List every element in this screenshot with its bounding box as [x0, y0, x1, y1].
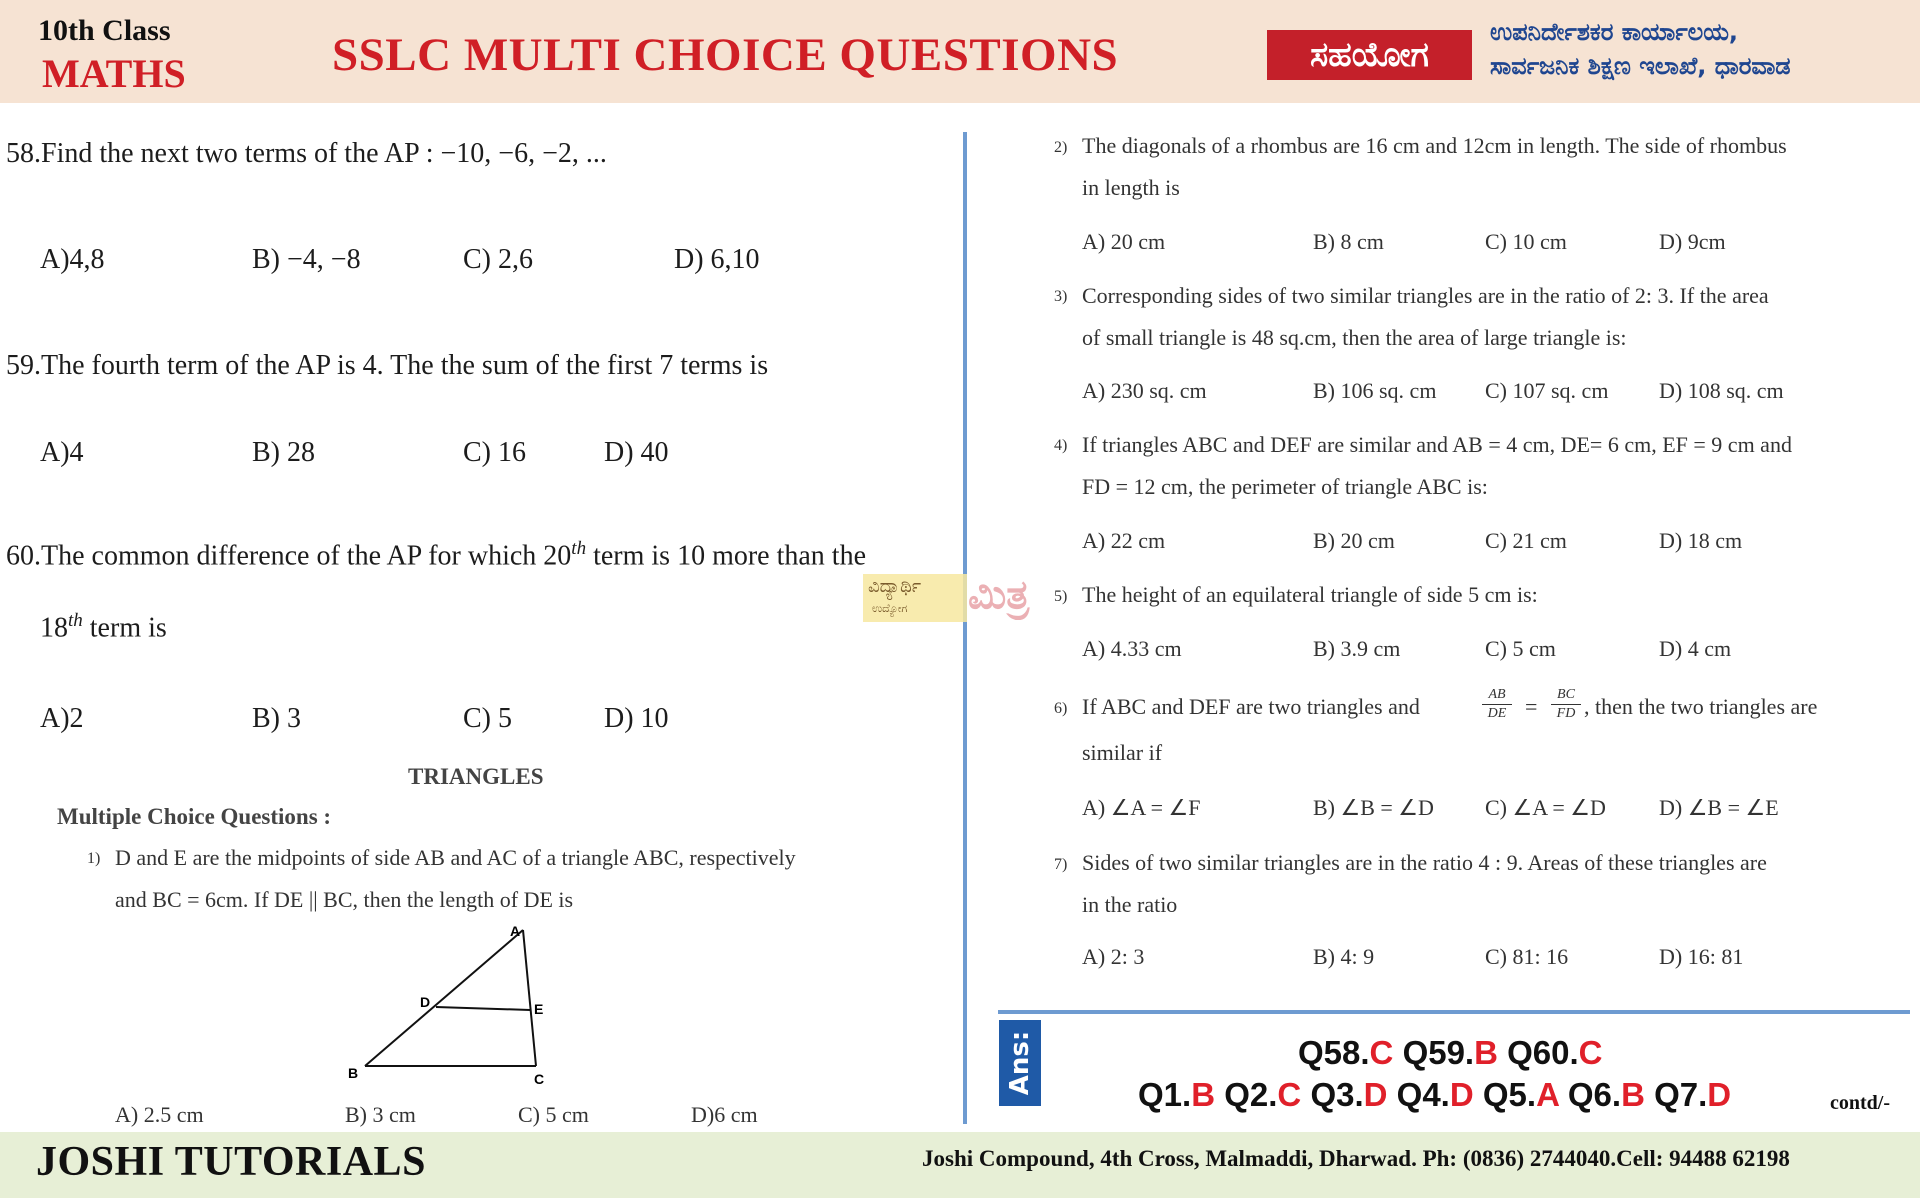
q5-text-line1: The height of an equilateral triangle of side 5 cm is: [1082, 582, 1538, 607]
answer-q4: Q4.D [1396, 1076, 1474, 1113]
midpoint-segment-de [436, 1007, 530, 1010]
watermark-subtext: ಉದ್ಯೋಗ [872, 602, 908, 615]
question-58-text: 58.Find the next two terms of the AP : −10, −6, −2, ... [6, 138, 607, 169]
q5-option-c: C) 5 cm [1485, 636, 1556, 661]
q2-option-d: D) 9cm [1659, 229, 1726, 254]
q6-option-a: A) ∠A = ∠F [1082, 795, 1201, 820]
t1-option-d: D)6 cm [691, 1102, 758, 1127]
q5-option-b: B) 3.9 cm [1313, 636, 1401, 661]
q60-option-b: B) 3 [252, 703, 301, 734]
q6-fraction-2 [1551, 686, 1581, 723]
q4-option-a: A) 22 cm [1082, 528, 1166, 553]
q3-option-b: B) 106 sq. cm [1313, 378, 1437, 403]
footer-tutorial-name: JOSHI TUTORIALS [36, 1139, 426, 1185]
q7-option-c: C) 81: 16 [1485, 944, 1569, 969]
q58-option-a: A)4,8 [40, 244, 105, 275]
triangle-side-ab [365, 930, 523, 1066]
answers-row-2 [1138, 1076, 1731, 1114]
answer-q2: Q2.C [1224, 1076, 1302, 1113]
triangle-figure [340, 918, 560, 1088]
answer-q59: Q59.B [1402, 1034, 1498, 1071]
q59-option-b: B) 28 [252, 437, 315, 468]
q59-option-a: A)4 [40, 437, 84, 468]
q58-option-d: D) 6,10 [674, 244, 760, 275]
q3-option-d: D) 108 sq. cm [1659, 378, 1784, 403]
q2-number: 2) [1054, 139, 1068, 156]
fraction-2-denominator: FD [1556, 706, 1576, 721]
q5-option-a: A) 4.33 cm [1082, 636, 1182, 661]
q6-text-start: If ABC and DEF are two triangles and [1082, 694, 1420, 719]
vertex-label-e: E [534, 1001, 544, 1017]
q4-number: 4) [1054, 437, 1068, 454]
q2-option-c: C) 10 cm [1485, 229, 1567, 254]
answer-q7: Q7.D [1654, 1076, 1732, 1113]
q6-text-line2: similar if [1082, 740, 1163, 765]
answer-q1: Q1.B [1138, 1076, 1216, 1113]
footer-address: Joshi Compound, 4th Cross, Malmaddi, Dharwad. Ph: (0836) 2744040.Cell: 94488 62198 [922, 1146, 1790, 1171]
t1-number: 1) [87, 850, 101, 867]
answer-q58: Q58.C [1298, 1034, 1394, 1071]
t1-question-line2: and BC = 6cm. If DE || BC, then the length of DE is [115, 887, 574, 912]
t1-option-c: C) 5 cm [518, 1102, 589, 1127]
q3-option-a: A) 230 sq. cm [1082, 378, 1207, 403]
q60-option-d: D) 10 [604, 703, 669, 734]
q60-option-a: A)2 [40, 703, 84, 734]
q7-option-d: D) 16: 81 [1659, 944, 1744, 969]
q4-option-c: C) 21 cm [1485, 528, 1567, 553]
q4-text-line1: If triangles ABC and DEF are similar and AB = 4 cm, DE= 6 cm, EF = 9 cm and [1082, 432, 1792, 457]
q59-option-c: C) 16 [463, 437, 526, 468]
q2-option-a: A) 20 cm [1082, 229, 1166, 254]
vertex-label-a: A [510, 923, 521, 939]
question-60-text-line2: 18th term is [40, 610, 167, 644]
q7-option-a: A) 2: 3 [1082, 944, 1145, 969]
q6-number: 6) [1054, 700, 1068, 717]
sahayoga-logo: ಸಹಯೋಗ [1267, 30, 1472, 80]
q3-text-line1: Corresponding sides of two similar triangles are in the ratio of 2: 3. If the area [1082, 283, 1769, 308]
vertex-label-b: B [348, 1065, 359, 1081]
q6-option-d: D) ∠B = ∠E [1659, 795, 1779, 820]
answer-q6: Q6.B [1567, 1076, 1645, 1113]
column-divider [963, 132, 967, 1124]
vertex-label-d: D [420, 994, 431, 1010]
q6-option-c: C) ∠A = ∠D [1485, 795, 1606, 820]
q6-text-end: , then the two triangles are [1584, 694, 1818, 719]
q3-number: 3) [1054, 288, 1068, 305]
answers-divider [998, 1010, 1910, 1014]
fraction-2-numerator: BC [1551, 686, 1581, 705]
q3-text-line2: of small triangle is 48 sq.cm, then the area of large triangle is: [1082, 325, 1627, 350]
q60-option-c: C) 5 [463, 703, 512, 734]
q6-equals: = [1525, 694, 1538, 719]
q2-text-line1: The diagonals of a rhombus are 16 cm and 12cm in length. The side of rhombus [1082, 133, 1787, 158]
question-59-text: 59.The fourth term of the AP is 4. The the sum of the first 7 terms is [6, 350, 769, 381]
watermark-text: ವಿದ್ಯಾರ್ಥಿ [868, 576, 922, 597]
q2-option-b: B) 8 cm [1313, 229, 1384, 254]
q4-option-d: D) 18 cm [1659, 528, 1743, 553]
answers-row-1 [1298, 1034, 1603, 1072]
subject-label: MATHS [42, 51, 186, 96]
fraction-1-denominator: DE [1487, 706, 1507, 721]
office-name-line1: ಉಪನಿರ್ದೇಶಕರ ಕಾರ್ಯಾಲಯ, [1490, 18, 1739, 46]
q7-number: 7) [1054, 856, 1068, 873]
q7-option-b: B) 4: 9 [1313, 944, 1375, 969]
watermark-mitra: ಮಿತ್ರ [968, 572, 1030, 618]
q7-text-line1: Sides of two similar triangles are in the ratio 4 : 9. Areas of these triangles are [1082, 850, 1767, 875]
class-label: 10th Class [38, 14, 171, 47]
q5-number: 5) [1054, 588, 1068, 605]
t1-option-b: B) 3 cm [345, 1102, 416, 1127]
q58-option-b: B) −4, −8 [252, 244, 361, 275]
office-name-line2: ಸಾರ್ವಜನಿಕ ಶಿಕ್ಷಣ ಇಲಾಖೆ, ಧಾರವಾಡ [1490, 52, 1791, 80]
q6-fraction-1 [1482, 686, 1512, 723]
answers-tag [999, 1020, 1041, 1106]
fraction-1-numerator: AB [1482, 686, 1512, 705]
answer-q3: Q3.D [1310, 1076, 1388, 1113]
q2-text-line2: in length is [1082, 175, 1180, 200]
t1-question-line1: D and E are the midpoints of side AB and AC of a triangle ABC, respectively [115, 845, 796, 870]
q7-text-line2: in the ratio [1082, 892, 1178, 917]
q5-option-d: D) 4 cm [1659, 636, 1732, 661]
q58-option-c: C) 2,6 [463, 244, 533, 275]
continued-label: contd/- [1830, 1092, 1890, 1114]
q4-option-b: B) 20 cm [1313, 528, 1395, 553]
section-heading-triangles: TRIANGLES [408, 764, 544, 789]
answer-q60: Q60.C [1507, 1034, 1603, 1071]
answer-q5: Q5.A [1482, 1076, 1559, 1113]
q3-option-c: C) 107 sq. cm [1485, 378, 1609, 403]
vertex-label-c: C [534, 1071, 545, 1087]
t1-option-a: A) 2.5 cm [115, 1102, 204, 1127]
q6-option-b: B) ∠B = ∠D [1313, 795, 1434, 820]
mcq-label: Multiple Choice Questions : [57, 804, 332, 829]
page-title: SSLC MULTI CHOICE QUESTIONS [332, 29, 1119, 81]
answers-tag-label: Ans: [1005, 1030, 1035, 1096]
q4-text-line2: FD = 12 cm, the perimeter of triangle ABC is: [1082, 474, 1488, 499]
triangle-side-ac [523, 930, 536, 1066]
q59-option-d: D) 40 [604, 437, 669, 468]
question-60-text: 60.The common difference of the AP for which 20th term is 10 more than the [6, 538, 867, 572]
